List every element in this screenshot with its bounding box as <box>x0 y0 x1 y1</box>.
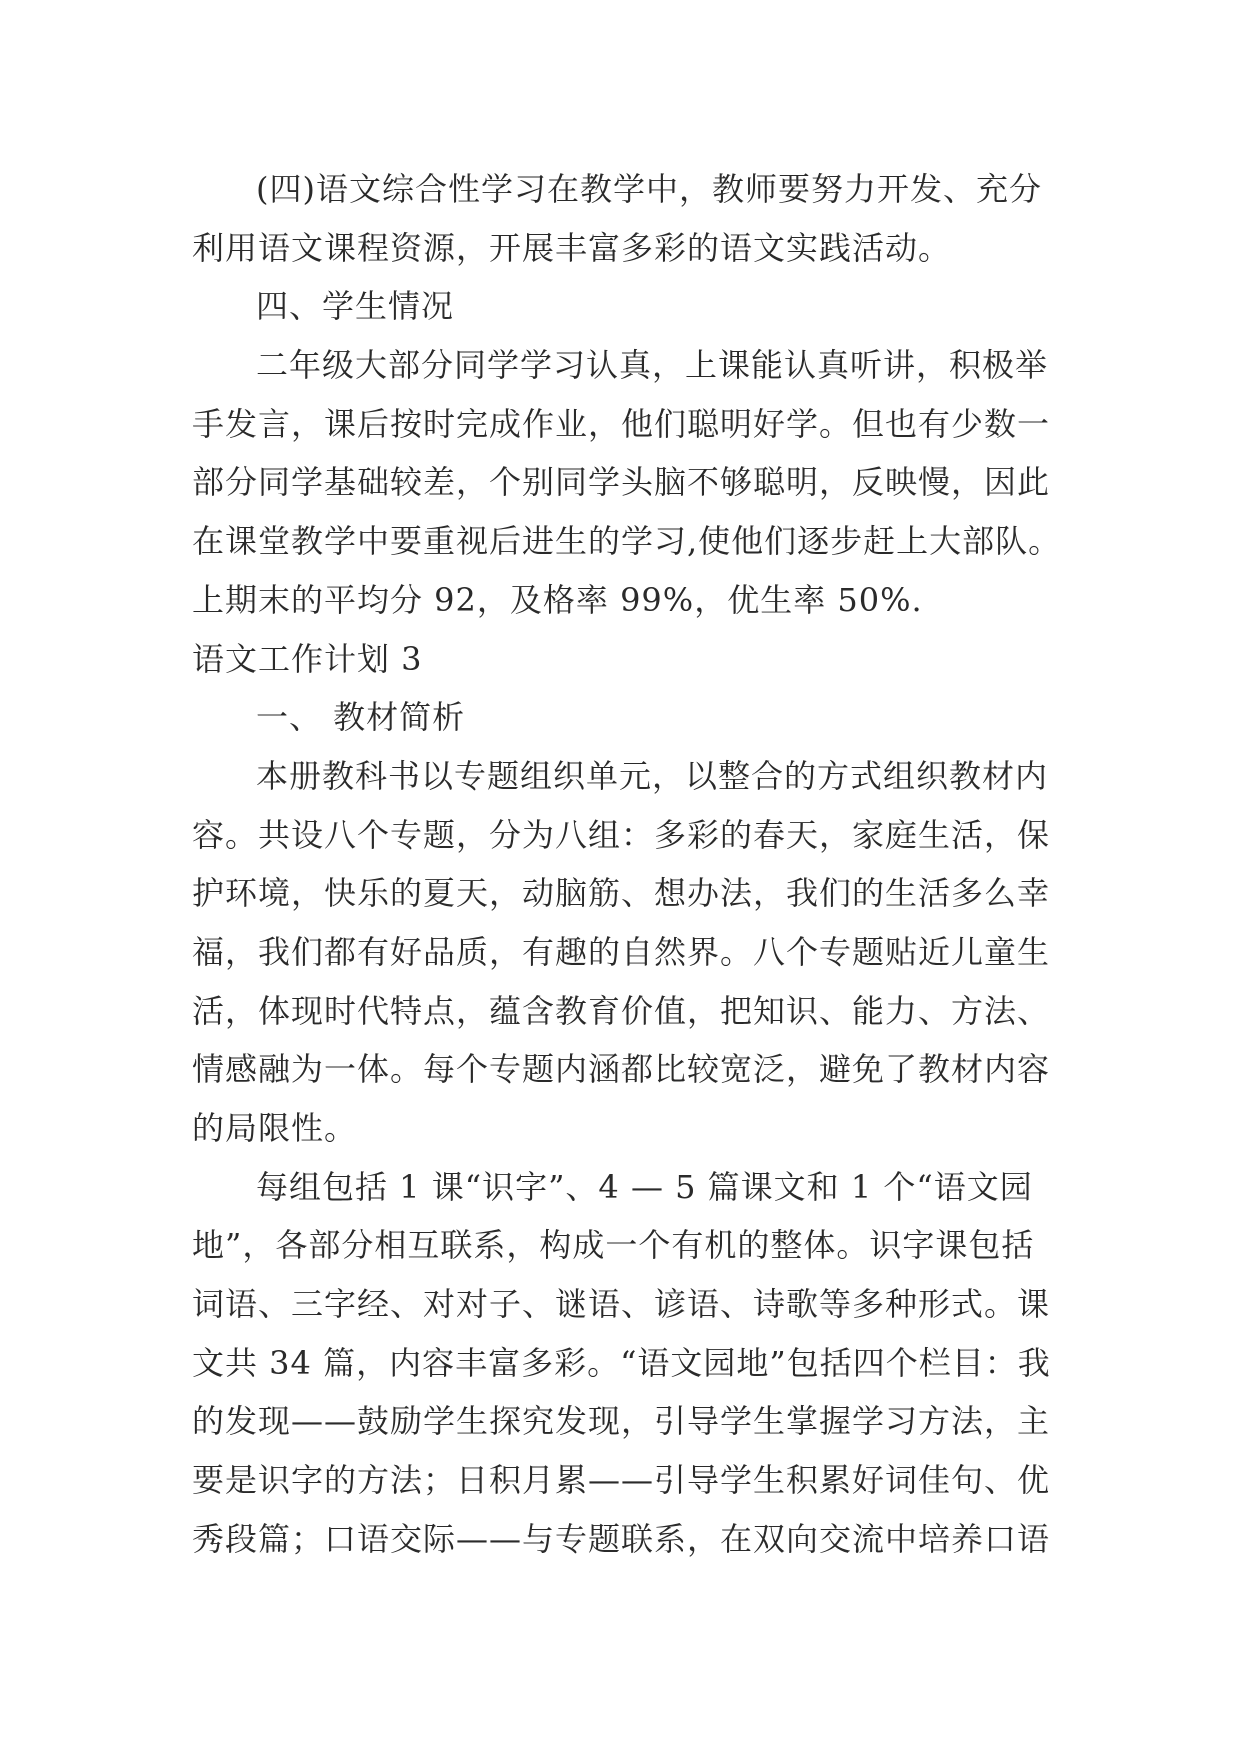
text-line: 词语、三字经、对对子、谜语、谚语、诗歌等多种形式。课 <box>192 1285 1051 1324</box>
text-line: 每组包括 1 课“识字”、4 — 5 篇课文和 1 个“语文园 <box>256 1167 1033 1206</box>
text-line: (四)语文综合性学习在教学中，教师要努力开发、充分 <box>256 170 1042 208</box>
text-line: 部分同学基础较差，个别同学头脑不够聪明，反映慢，因此 <box>192 463 1051 502</box>
document-title: 语文工作计划 3 <box>192 639 423 678</box>
text-line: 上期末的平均分 92，及格率 99%，优生率 50%. <box>192 580 923 619</box>
text-line: 本册教科书以专题组织单元，以整合的方式组织教材内 <box>256 756 1049 795</box>
section-heading: 一、 教材简析 <box>256 698 466 737</box>
text-line: 情感融为一体。每个专题内涵都比较宽泛，避免了教材内容 <box>192 1050 1051 1089</box>
text-line: 地”，各部分相互联系，构成一个有机的整体。识字课包括 <box>192 1226 1035 1265</box>
text-line: 护环境，快乐的夏天，动脑筋、想办法，我们的生活多么幸 <box>192 874 1051 913</box>
text-line: 手发言，课后按时完成作业，他们聪明好学。但也有少数一 <box>192 404 1051 443</box>
text-line: 要是识字的方法；日积月累——引导学生积累好词佳句、优 <box>192 1461 1051 1500</box>
text-line: 活，体现时代特点，蕴含教育价值，把知识、能力、方法、 <box>192 991 1051 1030</box>
text-line: 的发现——鼓励学生探究发现，引导学生掌握学习方法，主 <box>192 1402 1051 1441</box>
text-line: 的局限性。 <box>192 1109 358 1147</box>
text-line: 二年级大部分同学学习认真，上课能认真听讲，积极举 <box>256 346 1049 385</box>
text-line: 利用语文课程资源，开展丰富多彩的语文实践活动。 <box>192 228 952 267</box>
text-line: 福，我们都有好品质，有趣的自然界。八个专题贴近儿童生 <box>192 932 1051 971</box>
text-line: 文共 34 篇，内容丰富多彩。“语文园地”包括四个栏目：我 <box>192 1343 1051 1382</box>
text-line: 秀段篇；口语交际——与专题联系，在双向交流中培养口语 <box>192 1519 1051 1558</box>
section-heading: 四、学生情况 <box>256 287 455 326</box>
document-body <box>192 160 1062 1569</box>
text-line: 在课堂教学中要重视后进生的学习,使他们逐步赶上大部队。 <box>192 522 1062 561</box>
text-line: 容。共设八个专题，分为八组：多彩的春天，家庭生活，保 <box>192 815 1051 854</box>
